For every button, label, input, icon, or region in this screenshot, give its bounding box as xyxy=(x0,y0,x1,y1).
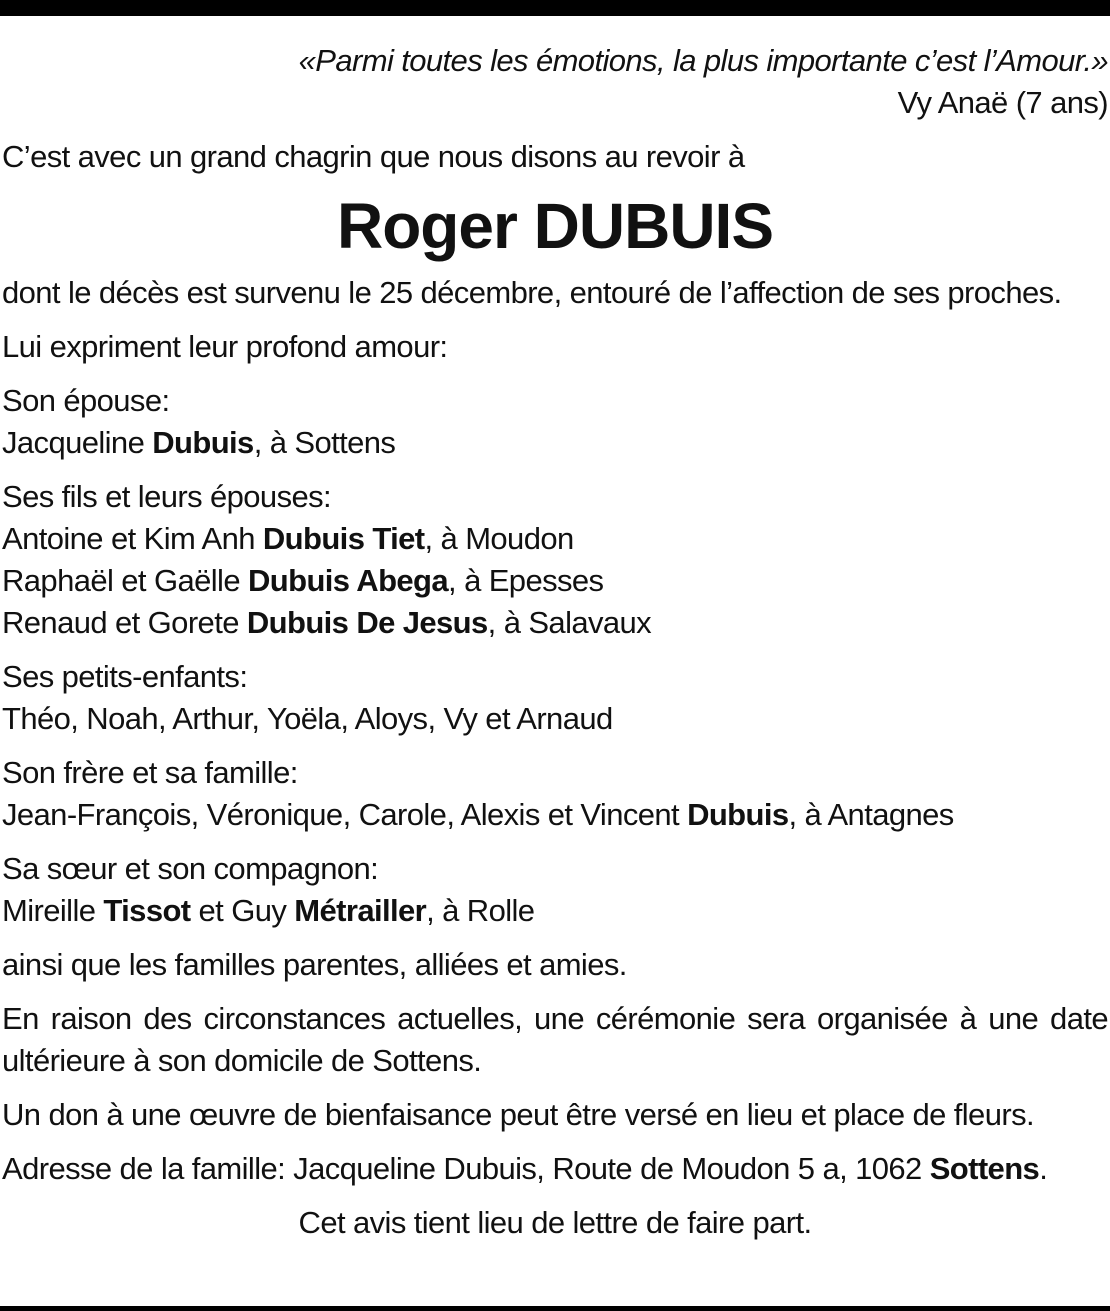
family-address: Adresse de la famille: Jacqueline Dubuis, Route de Moudon 5 a, 1062 Sottens. xyxy=(2,1151,1048,1186)
son-entry: Renaud et Gorete Dubuis De Jesus, à Salavaux xyxy=(2,605,652,640)
brother-section xyxy=(2,752,1108,836)
brother-entry: Jean-François, Véronique, Carole, Alexis et Vincent Dubuis, à Antagnes xyxy=(2,797,954,832)
spouse-entry: Jacqueline Dubuis, à Sottens xyxy=(2,425,396,460)
bottom-rule xyxy=(0,1306,1110,1311)
top-rule xyxy=(0,0,1110,16)
love-line: Lui expriment leur profond amour: xyxy=(2,329,448,364)
death-sentence: dont le décès est survenu le 25 décembre, entouré de l’affection de ses proches. xyxy=(2,275,1062,310)
closing-line: Cet avis tient lieu de lettre de faire part. xyxy=(298,1205,812,1240)
deceased-name: Roger DUBUIS xyxy=(336,190,774,262)
sister-section xyxy=(2,848,1108,932)
grandchildren-heading: Ses petits-enfants: xyxy=(2,659,248,694)
sister-entry: Mireille Tissot et Guy Métrailler, à Rolle xyxy=(2,893,535,928)
grandchildren-section xyxy=(2,656,1108,740)
brother-heading: Son frère et sa famille: xyxy=(2,755,298,790)
intro-line: C’est avec un grand chagrin que nous disons au revoir à xyxy=(2,139,745,174)
son-entry: Antoine et Kim Anh Dubuis Tiet, à Moudon xyxy=(2,521,574,556)
spouse-section xyxy=(2,380,1108,464)
grandchildren-names: Théo, Noah, Arthur, Yoëla, Aloys, Vy et Arnaud xyxy=(2,701,613,736)
obituary-notice xyxy=(2,40,1108,1244)
epigraph-author: Vy Anaë (7 ans) xyxy=(897,85,1108,120)
donation-line: Un don à une œuvre de bienfaisance peut être versé en lieu et place de fleurs. xyxy=(2,1097,1034,1132)
spouse-heading: Son épouse: xyxy=(2,383,170,418)
sons-section xyxy=(2,476,1108,644)
families-line: ainsi que les familles parentes, alliées et amies. xyxy=(2,947,627,982)
son-entry: Raphaël et Gaëlle Dubuis Abega, à Epesses xyxy=(2,563,604,598)
ceremony-text: En raison des circonstances actuelles, une cérémonie sera organisée à une date ultérieure à son domicile de Sottens. xyxy=(2,1001,1108,1078)
sons-heading: Ses fils et leurs épouses: xyxy=(2,479,332,514)
epigraph-quote: «Parmi toutes les émotions, la plus importante c’est l’Amour.» xyxy=(298,43,1108,78)
sister-heading: Sa sœur et son compagnon: xyxy=(2,851,379,886)
